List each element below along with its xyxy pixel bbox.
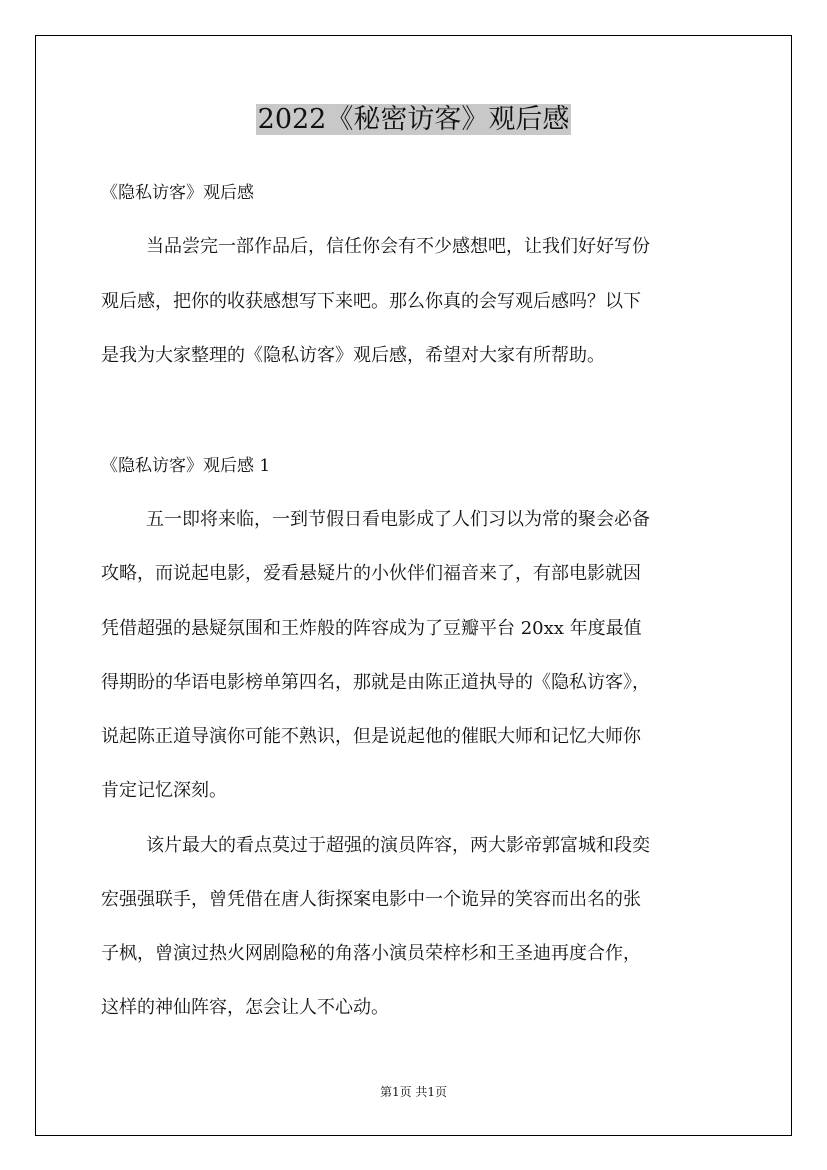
paragraph-line: 攻略，而说起电影，爱看悬疑片的小伙伴们福音来了，有部电影就因 bbox=[101, 563, 641, 584]
section-heading: 《隐私访客》观后感 bbox=[101, 183, 254, 203]
paragraph-line: 宏强强联手，曾凭借在唐人街探案电影中一个诡异的笑容而出名的张 bbox=[101, 889, 641, 910]
paragraph-line: 该片最大的看点莫过于超强的演员阵容，两大影帝郭富城和段奕 bbox=[146, 835, 650, 856]
paragraph-line: 当品尝完一部作品后，信任你会有不少感想吧，让我们好好写份 bbox=[146, 236, 650, 257]
paragraph-line: 说起陈正道导演你可能不熟识，但是说起他的催眠大师和记忆大师你 bbox=[101, 726, 641, 747]
document-title: 2022《秘密访客》观后感 bbox=[257, 104, 570, 135]
paragraph-line: 是我为大家整理的《隐私访客》观后感，希望对大家有所帮助。 bbox=[101, 345, 605, 366]
paragraph-line: 肯定记忆深刻。 bbox=[101, 780, 227, 801]
document-title-container bbox=[0, 100, 827, 140]
paragraph-line: 凭借超强的悬疑氛围和王炸般的阵容成为了豆瓣平台 20xx 年度最值 bbox=[101, 618, 642, 639]
paragraph-line: 子枫，曾演过热火网剧隐秘的角落小演员荣梓杉和王圣迪再度合作， bbox=[101, 943, 641, 964]
paragraph-line: 这样的神仙阵容，怎会让人不心动。 bbox=[101, 997, 389, 1018]
paragraph-line: 得期盼的华语电影榜单第四名，那就是由陈正道执导的《隐私访客》， bbox=[101, 672, 650, 693]
section-heading: 《隐私访客》观后感 1 bbox=[101, 456, 271, 476]
page-footer: 第1页 共1页 bbox=[379, 1085, 448, 1099]
paragraph-line: 五一即将来临，一到节假日看电影成了人们习以为常的聚会必备 bbox=[146, 509, 650, 530]
paragraph-line: 观后感，把你的收获感想写下来吧。那么你真的会写观后感吗？以下 bbox=[101, 291, 641, 312]
